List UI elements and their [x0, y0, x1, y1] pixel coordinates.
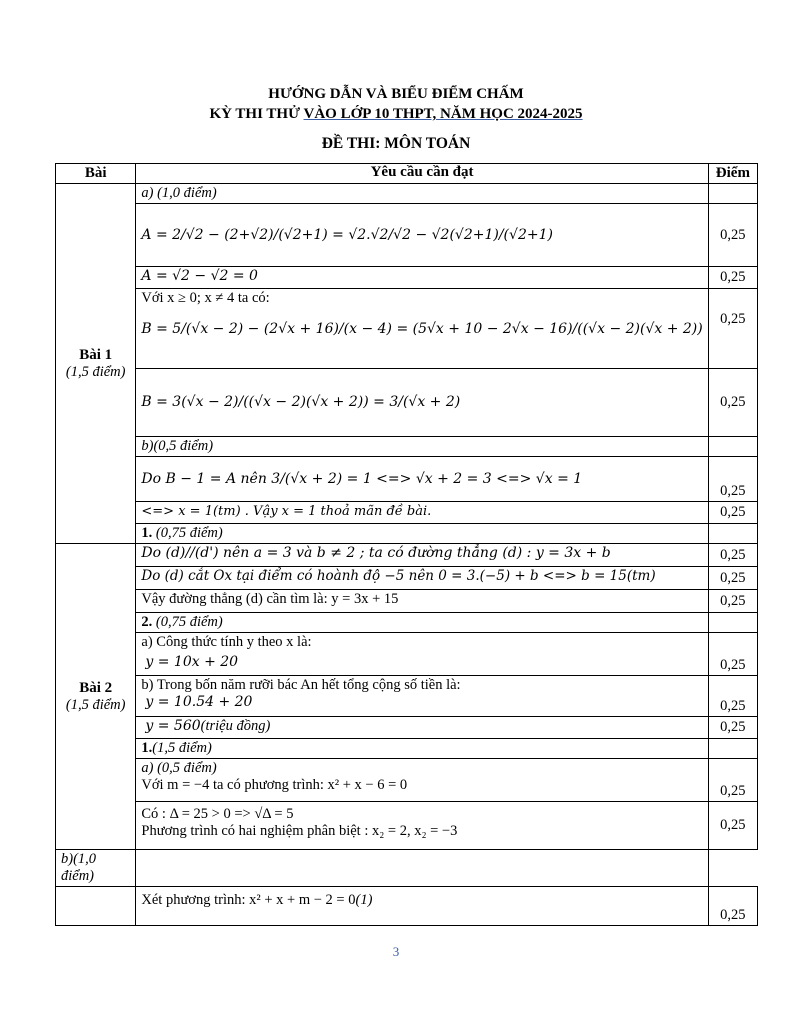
- score-empty: [708, 524, 757, 544]
- bai2-p1-title-cell: [136, 524, 708, 544]
- bai2-p1-l2: Do (d) cắt Ox tại điểm có hoành độ −5 nên 0 = 3.(−5) + b <=> b = 15(tm): [141, 568, 656, 584]
- table-row: [56, 544, 758, 567]
- table-row: [56, 267, 758, 289]
- bai3-a-l3: Phương trình có hai nghiệm phân biệt : x₂ = 2, x₂ = −3: [141, 823, 458, 839]
- table-row: [56, 524, 758, 544]
- bai2-p2-c-cell: [136, 717, 708, 739]
- bai3-p1-num: 1.: [141, 740, 153, 756]
- bai2-p2-c-unit: (triệu đồng): [200, 718, 271, 734]
- table-row: [56, 633, 758, 676]
- doc-subject: ĐỀ THI: MÔN TOÁN: [321, 135, 471, 152]
- bai3-b-title: b)(1,0 điểm): [61, 851, 97, 884]
- doc-title-line2: [0, 106, 792, 123]
- bai2-p1-num: 1.: [141, 525, 153, 541]
- table-row: [56, 850, 758, 887]
- bai2-p1-pts: (0,75 điểm): [152, 525, 223, 541]
- bai2-p2-a-l2: y = 10x + 20: [145, 654, 239, 670]
- bai2-p1-l3-cell: [136, 590, 708, 613]
- bai1-cell: [56, 184, 136, 544]
- score-cell: 0,25: [708, 502, 757, 524]
- bai3-p1-pts: (1,5 điểm): [152, 740, 212, 756]
- bai2-p1-l1: Do (d)//(d') nên a = 3 và b ≠ 2 ; ta có đường thẳng (d) : y = 3x + b: [141, 545, 611, 561]
- table-row: [56, 437, 758, 457]
- doc-title-line1: HƯỚNG DẪN VÀ BIỂU ĐIỂM CHẤM: [268, 86, 524, 102]
- bai3-p1-title-cell: [136, 739, 708, 759]
- bai1-a-eq1: A = 2/√2 − (2+√2)/(√2+1) = √2.√2/√2 − √2(√2+1)/(√2+1): [141, 226, 553, 243]
- bai2-points: (1,5 điểm): [65, 696, 126, 713]
- bai3-a-cell: [136, 759, 708, 802]
- bai3-b-title-cell: [56, 850, 136, 887]
- bai2-p2-a-cell: [136, 633, 708, 676]
- table-row: [56, 802, 758, 850]
- doc-title-line2-a: KỲ THI THỬ: [209, 106, 304, 122]
- table-row: [56, 590, 758, 613]
- bai1-a-eq4-cell: [136, 369, 708, 437]
- table-row: [56, 369, 758, 437]
- header-bai: Bài: [56, 164, 136, 184]
- bai1-a-eq3-cell: [136, 289, 708, 369]
- bai3-a-l2: Có : Δ = 25 > 0 => √Δ = 5: [141, 806, 294, 822]
- table-row: [56, 717, 758, 739]
- bai1-b-eq2: <=> x = 1(tm) . Vậy x = 1 thoả mãn đề bài.: [141, 504, 432, 519]
- bai2-p1-l1-cell: [136, 544, 708, 567]
- table-row: [56, 739, 758, 759]
- score-cell: 0,25: [708, 759, 757, 802]
- table-row: [56, 502, 758, 524]
- score-cell: 0,25: [708, 802, 757, 850]
- bai1-b-eq1: Do B − 1 = A nên 3/(√x + 2) = 1 <=> √x + 2 = 3 <=> √x = 1: [141, 470, 583, 487]
- score-cell: 0,25: [708, 544, 757, 567]
- score-empty: [708, 613, 757, 633]
- bai2-p2-a-l1: a) Công thức tính y theo x là:: [141, 634, 312, 650]
- score-empty: [708, 437, 757, 457]
- bai3-b-l1-tag: (1): [355, 892, 373, 908]
- bai2-name: Bài 2: [79, 679, 113, 696]
- bai1-b-title: b)(0,5 điểm): [141, 438, 214, 454]
- bai1-b-eq2-cell: [136, 502, 708, 524]
- score-cell: 0,25: [708, 369, 757, 437]
- bai1-a-eq1-cell: [136, 204, 708, 267]
- bai2-cell: [56, 544, 136, 850]
- bai1-a-eq4: B = 3(√x − 2)/((√x − 2)(√x + 2)) = 3/(√x + 2): [141, 394, 461, 410]
- bai2-p1-l3: Vậy đường thẳng (d) cần tìm là: y = 3x + 15: [141, 591, 399, 607]
- bai1-a-eq2-cell: [136, 267, 708, 289]
- table-row: [56, 887, 758, 926]
- grading-table: [55, 163, 758, 926]
- score-cell: 0,25: [708, 204, 757, 267]
- bai3-a-cell-2: [136, 802, 708, 850]
- bai1-a-title-cell: [136, 184, 708, 204]
- score-empty: [708, 184, 757, 204]
- header-yeucau: Yêu cầu cần đạt: [136, 164, 708, 184]
- table-row: [56, 184, 758, 204]
- bai2-p2-b-cell: [136, 676, 708, 717]
- table-row: [56, 613, 758, 633]
- score-cell: 0,25: [708, 717, 757, 739]
- bai1-b-title-cell: [136, 437, 708, 457]
- bai3-b-l1-cell: [136, 887, 708, 926]
- bai1-a-title: a) (1,0 điểm): [141, 185, 217, 201]
- bai2-p2-title-cell: [136, 613, 708, 633]
- bai1-a-eq3: B = 5/(√x − 2) − (2√x + 16)/(x − 4) = (5√x + 10 − 2√x − 16)/((√x − 2)(√x + 2)): [141, 321, 703, 337]
- score-cell: 0,25: [708, 567, 757, 590]
- score-cell: 0,25: [708, 457, 757, 502]
- table-row: [56, 759, 758, 802]
- header-diem: Điểm: [708, 164, 757, 184]
- table-header-row: [56, 164, 758, 184]
- bai3-a-title: a) (0,5 điểm): [141, 760, 217, 776]
- table-row: [56, 204, 758, 267]
- score-cell: 0,25: [708, 676, 757, 717]
- bai2-p1-l2-cell: [136, 567, 708, 590]
- bai3-cell: [56, 887, 136, 926]
- bai3-b-l1: Xét phương trình: x² + x + m − 2 = 0: [141, 892, 356, 908]
- bai2-p2-c-eq: y = 560: [145, 718, 201, 734]
- bai2-p2-b-l1: b) Trong bốn năm rưỡi bác An hết tổng cộng số tiền là:: [141, 677, 461, 693]
- bai1-name: Bài 1: [79, 346, 113, 363]
- score-cell: 0,25: [708, 289, 757, 369]
- bai1-points: (1,5 điểm): [65, 363, 126, 380]
- bai3-a-l1: Với m = −4 ta có phương trình: x² + x − 6 = 0: [141, 777, 408, 793]
- score-cell: 0,25: [708, 267, 757, 289]
- page-number: 3: [392, 944, 400, 959]
- table-row: [56, 567, 758, 590]
- bai1-a-eq2: A = √2 − √2 = 0: [141, 268, 258, 284]
- table-row: [56, 289, 758, 369]
- score-empty: [136, 850, 708, 887]
- bai2-p2-num: 2.: [141, 614, 153, 630]
- table-row: [56, 457, 758, 502]
- bai1-a-cond: Với x ≥ 0; x ≠ 4 ta có:: [141, 290, 270, 306]
- score-cell: 0,25: [708, 887, 757, 926]
- doc-title-line2-b: VÀO LỚP 10 THPT, NĂM HỌC 2024-2025: [303, 106, 583, 122]
- bai1-b-eq1-cell: [136, 457, 708, 502]
- score-cell: 0,25: [708, 633, 757, 676]
- bai2-p2-b-l2: y = 10.54 + 20: [145, 694, 253, 710]
- table-row: [56, 676, 758, 717]
- score-cell: 0,25: [708, 590, 757, 613]
- bai2-p2-pts: (0,75 điểm): [152, 614, 223, 630]
- score-empty: [708, 739, 757, 759]
